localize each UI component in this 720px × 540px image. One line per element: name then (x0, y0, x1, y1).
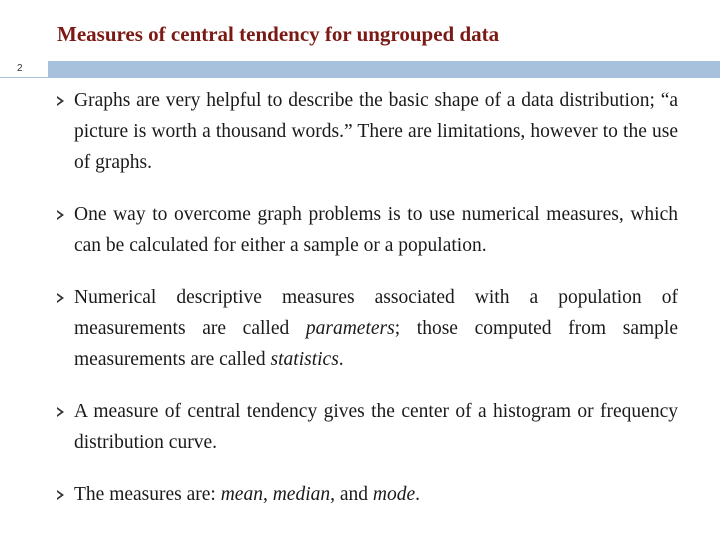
term-mean: mean (220, 484, 263, 505)
slide-number: 2 (17, 63, 23, 74)
slide-number-box (0, 61, 44, 78)
arrowhead-icon (57, 490, 64, 500)
slide-title: Measures of central tendency for ungrouped data (57, 22, 500, 46)
bullet-item (57, 199, 678, 261)
text-segment: ; those computed from sample measurements are called (74, 318, 678, 370)
bullet-item (57, 479, 678, 510)
bullet-item (57, 282, 678, 375)
bullet-list (57, 85, 678, 531)
bullet-text: A measure of central tendency gives the center of a histogram or frequency distribution curve. (74, 401, 678, 453)
text-segment: . (338, 349, 344, 370)
header-bar (0, 61, 720, 78)
bullet-text (65, 479, 678, 510)
bullet-text (65, 282, 678, 375)
arrowhead-icon (57, 407, 64, 417)
term-parameters: parameters (305, 318, 395, 339)
bullet-text: One way to overcome graph problems is to use numerical measures, which can be calculated for either a sample or a population. (74, 204, 678, 256)
bullet-item (57, 85, 678, 178)
term-mode: mode (372, 484, 416, 505)
text-segment: . (415, 484, 421, 505)
bullet-text: Graphs are very helpful to describe the basic shape of a data distribution; “a picture is worth a thousand words.” There are limitations, however to the use of graphs. (74, 90, 678, 173)
arrowhead-icon (57, 293, 64, 303)
text-segment: , (262, 484, 273, 505)
term-statistics: statistics (270, 349, 339, 370)
arrowhead-icon (57, 210, 64, 220)
text-segment: , and (330, 484, 373, 505)
text-segment: Numerical descriptive measures associated with a population of measurements are called (74, 287, 678, 339)
bar-underline (0, 77, 48, 78)
term-median: median (272, 484, 331, 505)
arrowhead-icon (57, 96, 64, 106)
bullet-item (57, 396, 678, 458)
text-segment: The measures are: (74, 484, 221, 505)
header-bar-fill (48, 61, 720, 78)
